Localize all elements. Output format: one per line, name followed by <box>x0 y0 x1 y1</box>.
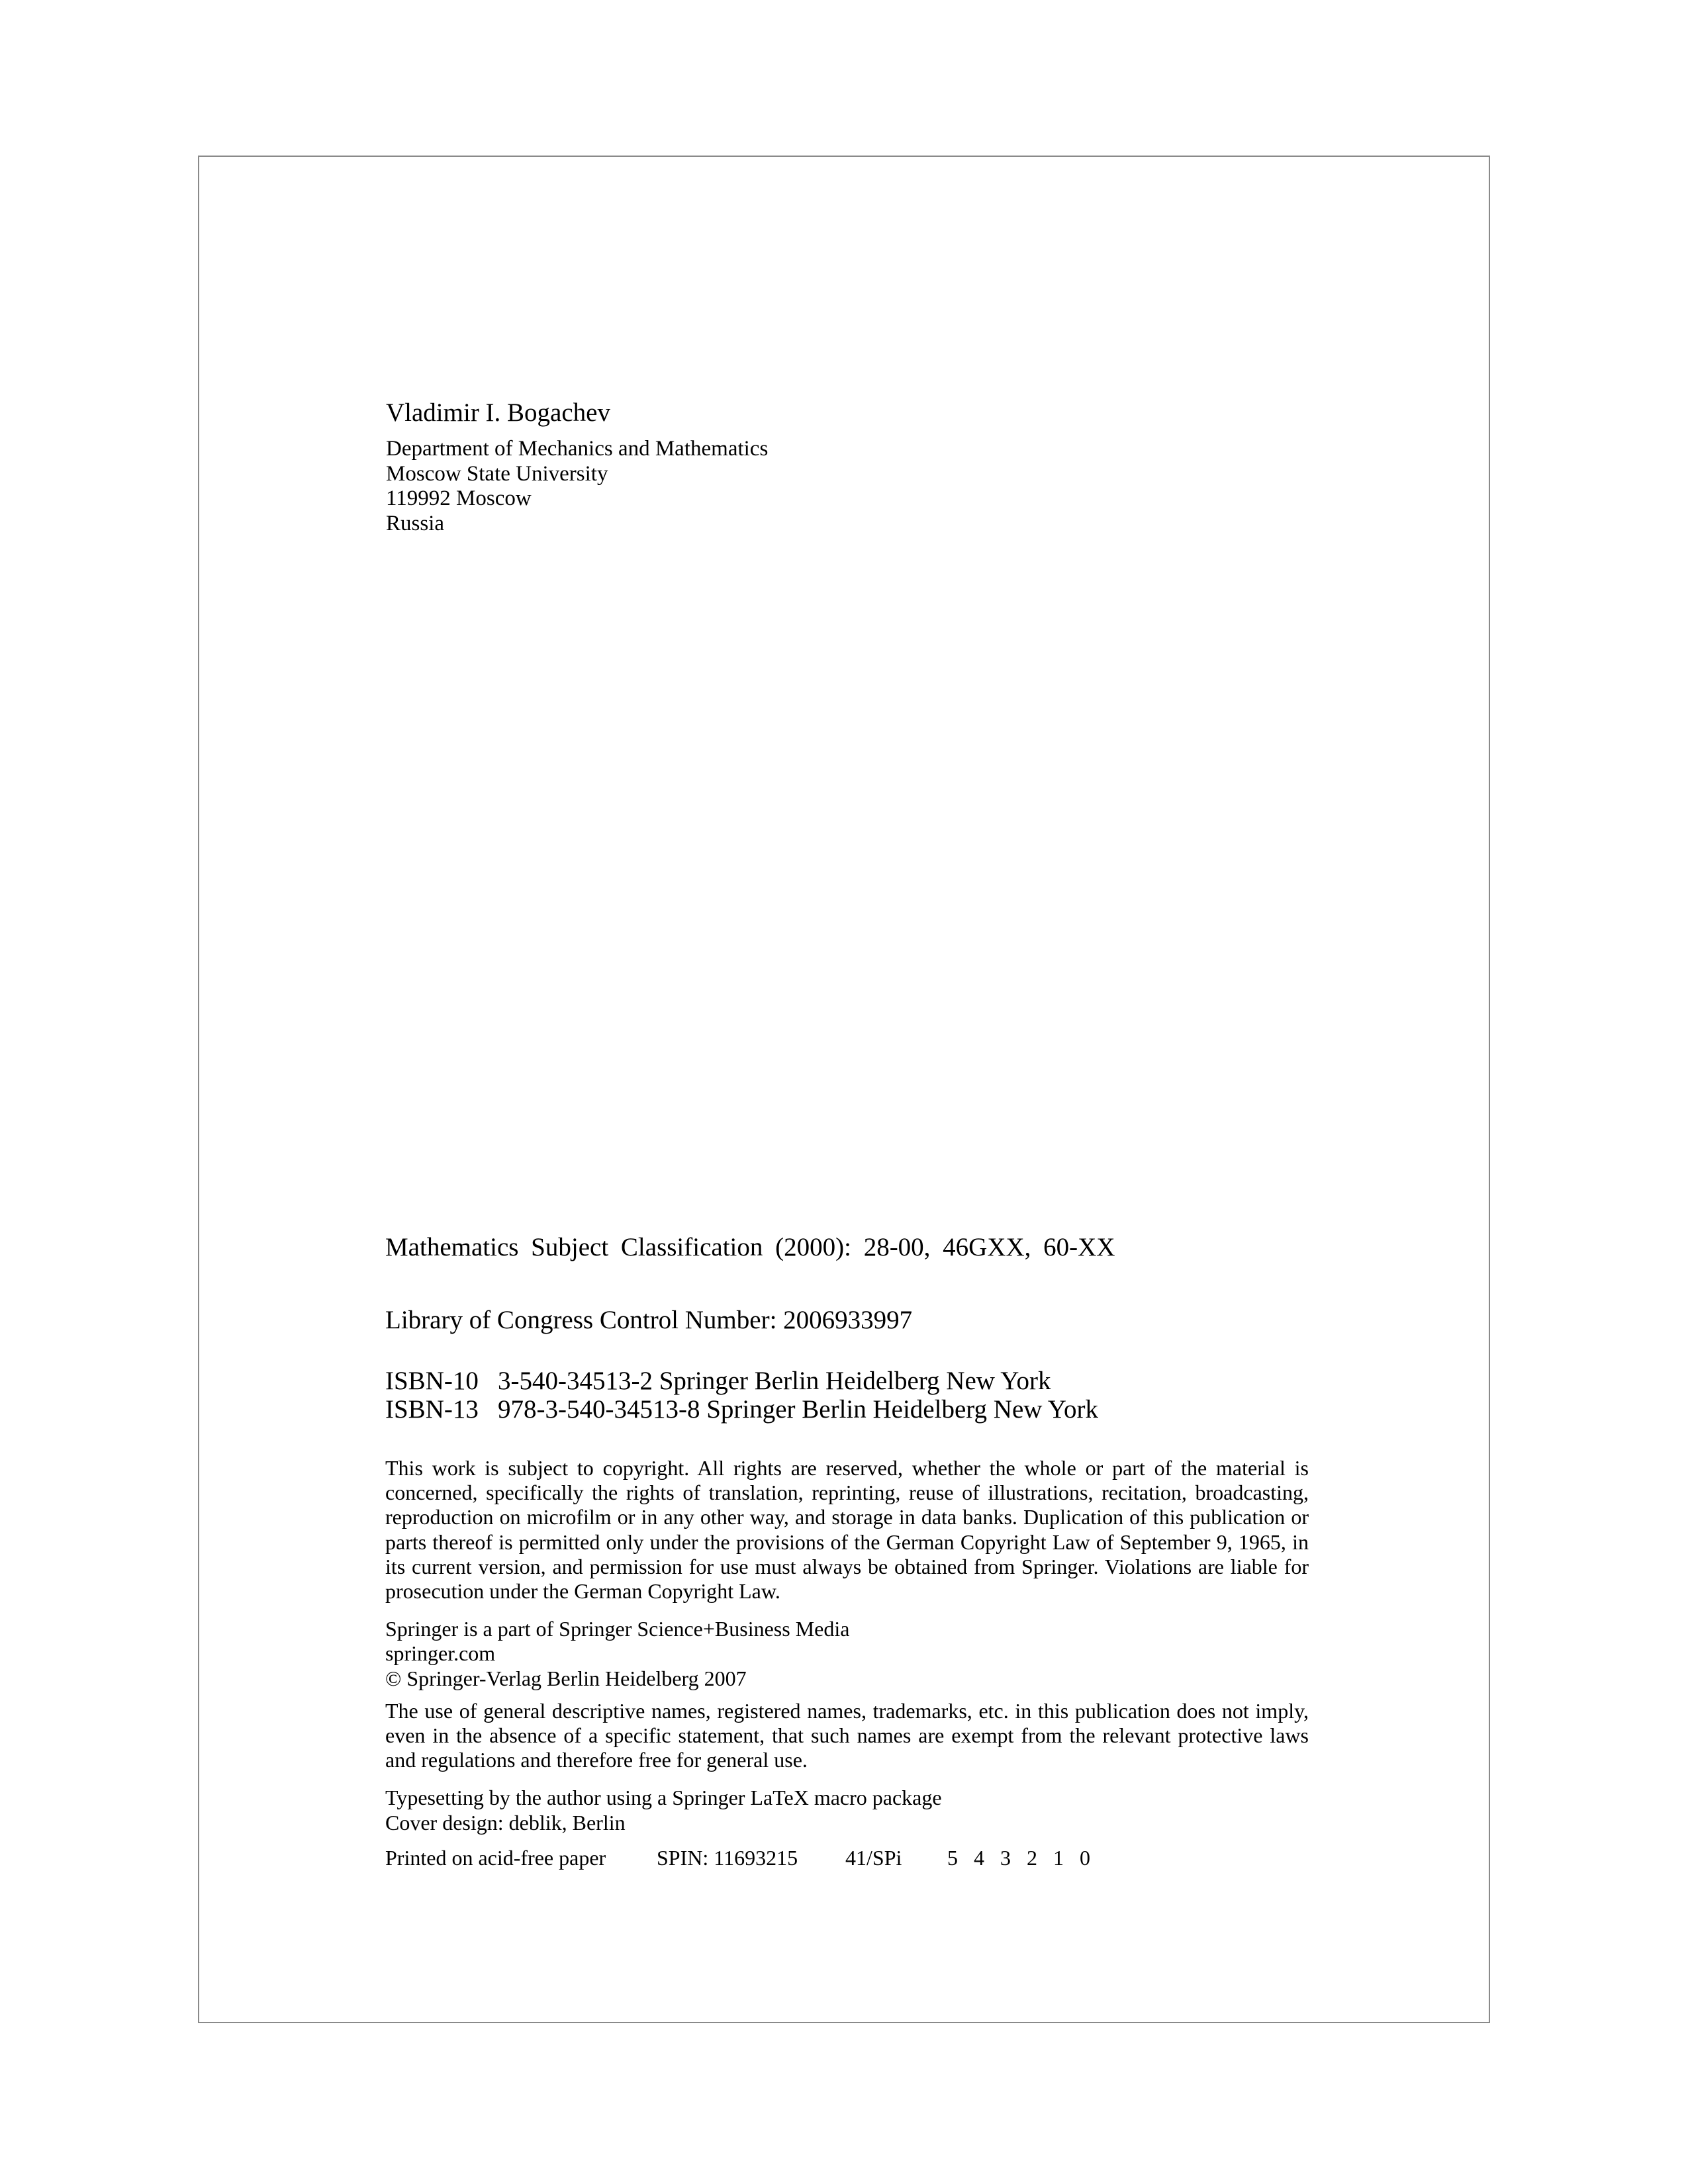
print-run: 5 4 3 2 1 0 <box>947 1845 1096 1870</box>
publisher-copyright: © Springer-Verlag Berlin Heidelberg 2007 <box>385 1666 747 1690</box>
copyright-notice: This work is subject to copyright. All rights are reserved, whether the whole or part of the material is concerned, specifically the rights of translation, reprinting, reuse of illustrations, recitation, broadcasting, reproduction on microfilm or in any other way, and storage in data banks. Duplication of this publication or parts thereof is permitted only under the provisions of the German Copyright Law of September 9, 1965, in its current version, and permission for use must always be obtained from Springer. Violations are liable for prosecution under the German Copyright Law. <box>385 1456 1309 1604</box>
subject-classification: Mathematics Subject Classification (2000): 28-00, 46GXX, 60-XX <box>385 1233 1115 1261</box>
affiliation-city: 119992 Moscow <box>386 486 532 510</box>
affiliation-department: Department of Mechanics and Mathematics <box>386 437 769 461</box>
isbn-10-row <box>385 1367 1098 1395</box>
isbn-13-value: 978-3-540-34513-8 Springer Berlin Heidelberg New York <box>498 1395 1098 1424</box>
isbn-10-value: 3-540-34513-2 Springer Berlin Heidelberg New York <box>498 1367 1051 1395</box>
publisher-website: springer.com <box>385 1641 496 1666</box>
author-name: Vladimir I. Bogachev <box>386 398 610 427</box>
paper-info: Printed on acid-free paper <box>385 1845 606 1870</box>
publisher-line: Springer is a part of Springer Science+Business Media <box>385 1617 850 1641</box>
affiliation-country: Russia <box>386 511 445 535</box>
typesetting-credit: Typesetting by the author using a Springer LaTeX macro package <box>385 1786 942 1810</box>
isbn-block <box>385 1367 1098 1424</box>
isbn-13-row <box>385 1395 1098 1424</box>
legal-block <box>385 1456 1309 1870</box>
lccn: Library of Congress Control Number: 2006933997 <box>385 1306 913 1334</box>
isbn-10-label: ISBN-10 <box>385 1367 479 1395</box>
author-block <box>386 394 1313 536</box>
affiliation-university: Moscow State University <box>386 461 608 486</box>
printer-code: 41/SPi <box>845 1845 902 1870</box>
trademark-notice: The use of general descriptive names, registered names, trademarks, etc. in this publication does not imply, even in the absence of a specific statement, that such names are exempt from the relevant protective laws and regulations and therefore free for general use. <box>385 1698 1309 1772</box>
isbn-13-label: ISBN-13 <box>385 1395 479 1424</box>
spin-number: SPIN: 11693215 <box>657 1845 798 1870</box>
printing-info <box>385 1846 1309 1870</box>
cover-design-credit: Cover design: deblik, Berlin <box>385 1810 626 1835</box>
